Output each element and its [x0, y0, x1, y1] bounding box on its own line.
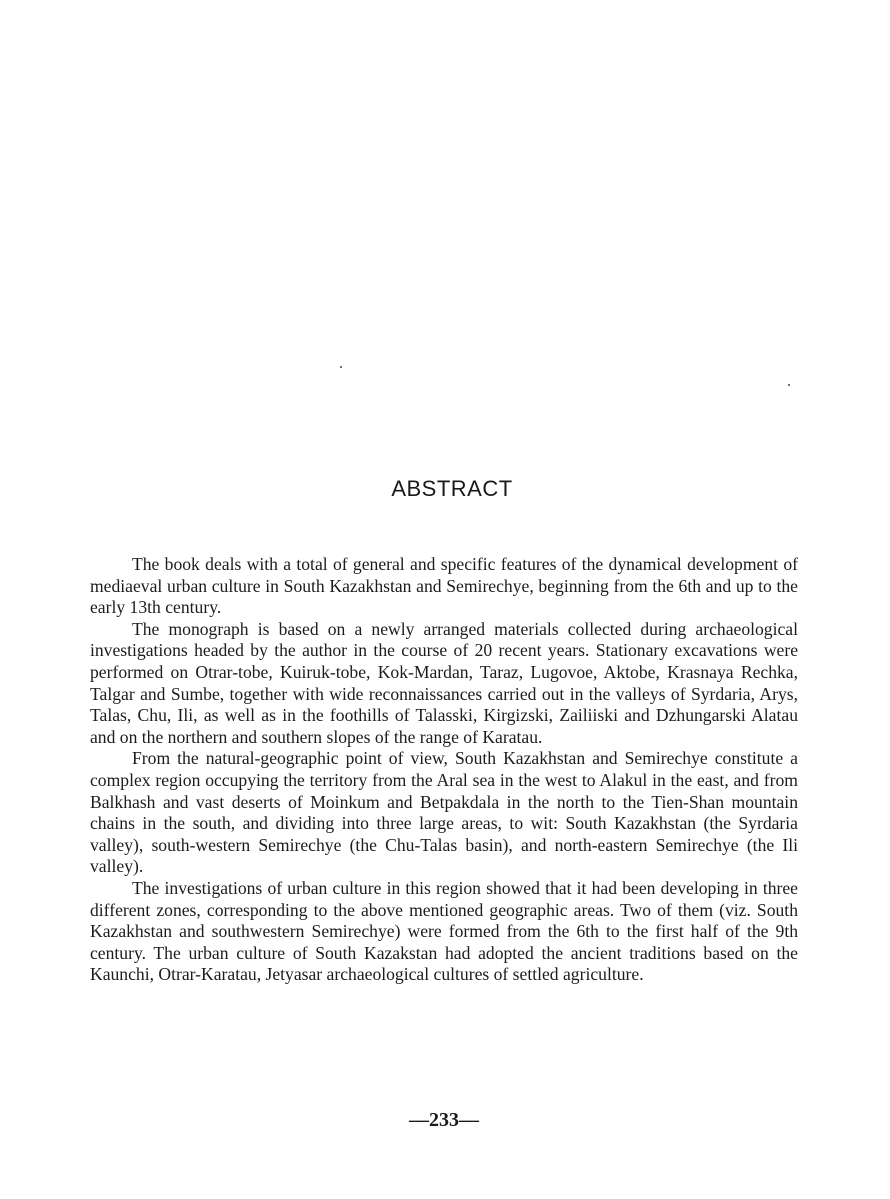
abstract-heading: ABSTRACT [391, 476, 513, 501]
paragraph-4: The investigations of urban culture in this region showed that it had been developing in three different zones, corresponding to the above mentioned geographic areas. Two of them (viz. South Kazakhstan and southwestern Semirechye) were formed from the 6th to the first half of the 9th century. The urban culture of South Kazakstan had adopted the ancient traditions based on the Kaunchi, Otrar-Karatau, Jetyasar archaeological cultures of settled agriculture. [90, 877, 798, 985]
abstract-body [90, 554, 798, 986]
paragraph-1: The book deals with a total of general and specific features of the dynamical development of mediaeval urban culture in South Kazakhstan and Semirechye, beginning from the 6th and up to the early 13th century. [90, 554, 798, 618]
paragraph-3: From the natural-geographic point of view, South Kazakhstan and Semirechye constitute a complex region occupying the territory from the Aral sea in the west to Alakul in the east, and from Balkhash and vast deserts of Moinkum and Betpakdala in the north to the Tien-Shan mountain chains in the south, and dividing into three large areas, to wit: South Kazakhstan (the Syrdaria valley), south-western Semirechye (the Chu-Talas basin), and north-eastern Semirechye (the Ili valley). [90, 748, 798, 877]
page-number: —233— [409, 1109, 479, 1131]
paragraph-2: The monograph is based on a newly arranged materials collected during archaeological investigations headed by the author in the course of 20 recent years. Stationary excavations were performed on Otrar-tobe, Kuiruk-tobe, Kok-Mardan, Taraz, Lugovoe, Aktobe, Krasnaya Rechka, Talgar and Sumbe, together with wide reconnaissances carried out in the valleys of Syrdaria, Arys, Talas, Chu, Ili, as well as in the foothills of Talasski, Kirgizski, Zailiiski and Dzhungarski Alatau and on the northern and southern slopes of the range of Karatau. [90, 618, 798, 747]
